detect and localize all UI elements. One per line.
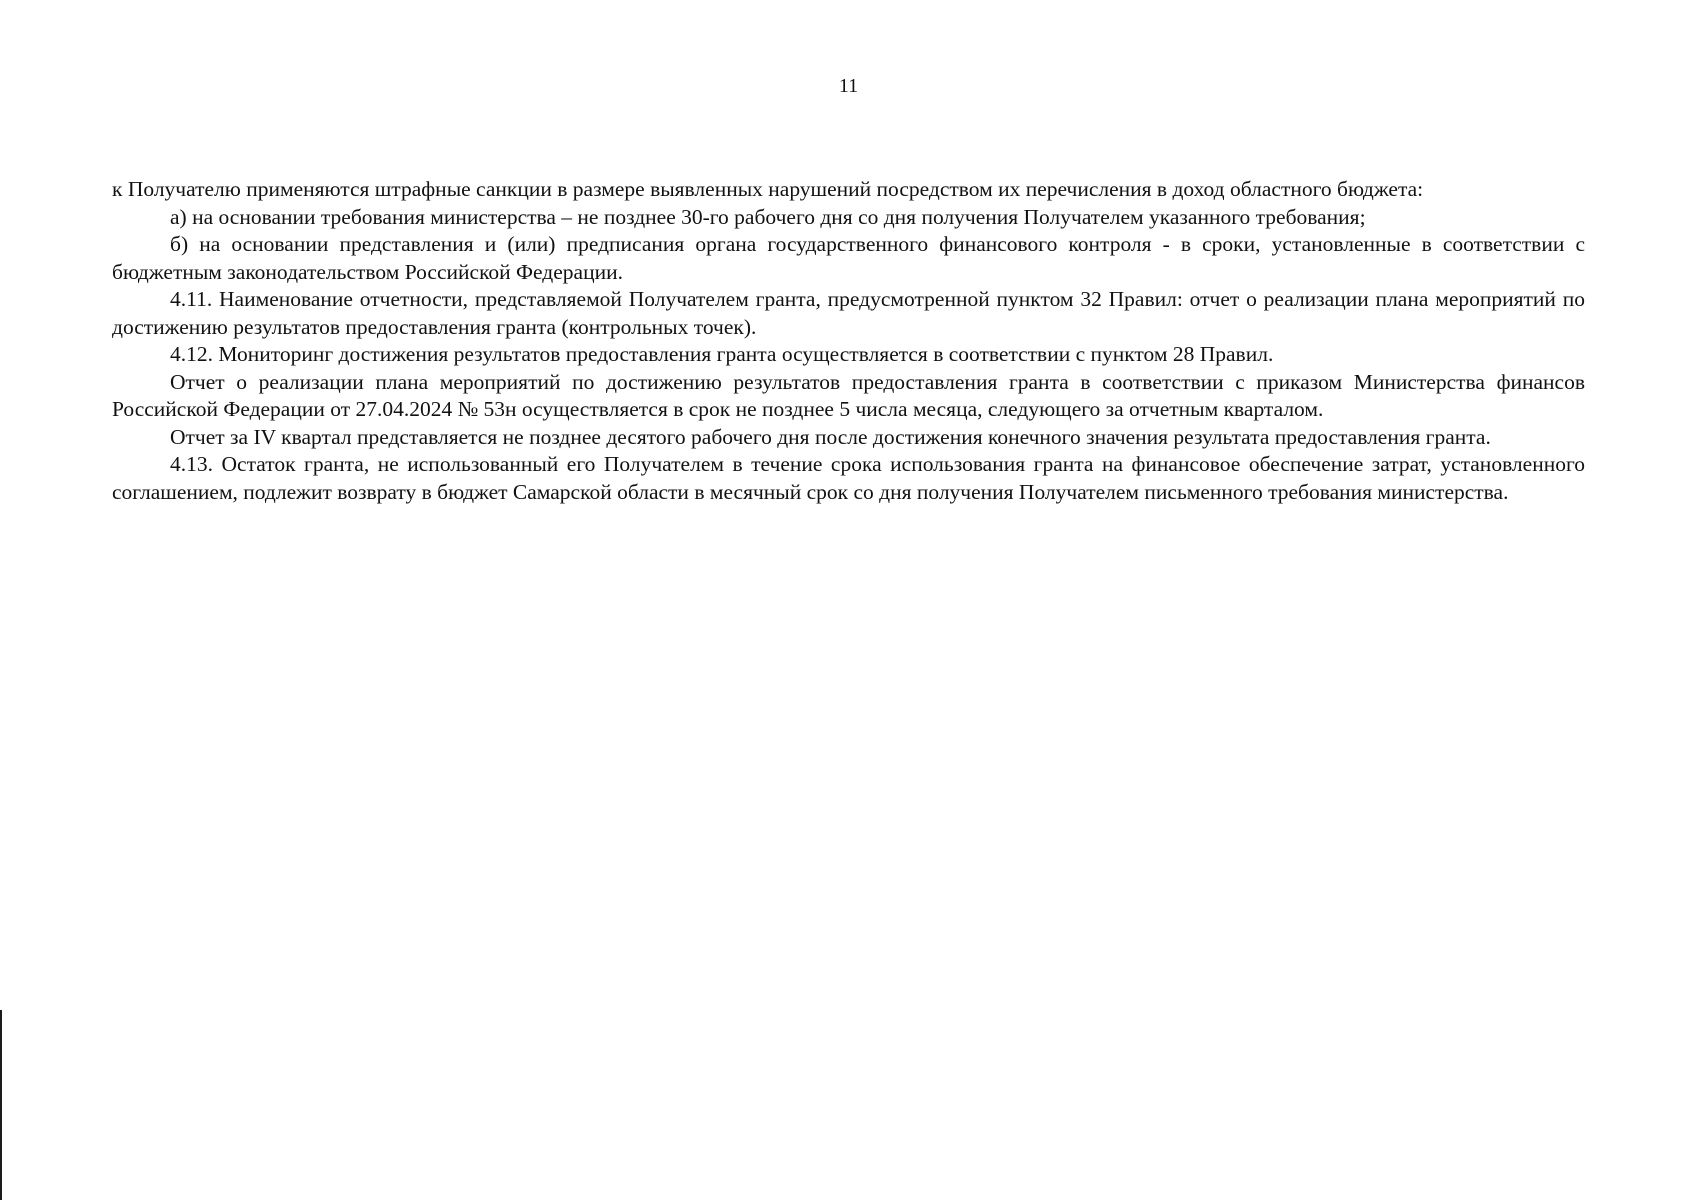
paragraph-4-13: 4.13. Остаток гранта, не использованный его Получателем в течение срока использования гранта на финансовое обеспечение затрат, установленного соглашением, подлежит возврату в бюджет Самарской области в месячный срок со дня получения Получателем письменного требования министерства.	[112, 452, 1585, 504]
page-number: 11	[838, 75, 859, 97]
paragraph-report-q4: Отчет за IV квартал представляется не позднее десятого рабочего дня после достижения конечного значения результата предоставления гранта.	[170, 424, 1491, 449]
paragraph-item-b: б) на основании представления и (или) предписания органа государственного финансового контроля - в сроки, установленные в соответствии с бюджетным законодательством Российской Федерации.	[112, 232, 1585, 284]
document-body	[112, 176, 1585, 506]
paragraph-penalties: к Получателю применяются штрафные санкции в размере выявленных нарушений посредством их перечисления в доход областного бюджета:	[112, 177, 1424, 201]
paragraph-item-a: а) на основании требования министерства – не позднее 30-го рабочего дня со дня получения Получателем указанного требования;	[170, 204, 1366, 229]
paragraph-report-plan: Отчет о реализации плана мероприятий по достижению результатов предоставления гранта в соответствии с приказом Министерства финансов Российской Федерации от 27.04.2024 № 53н осуществляется в срок не позднее 5 числа месяца, следующего за отчетным кварталом.	[112, 369, 1585, 421]
paragraph-4-12: 4.12. Мониторинг достижения результатов предоставления гранта осуществляется в соответствии с пунктом 28 Правил.	[170, 342, 1274, 366]
scan-edge-mark	[0, 1010, 2, 1200]
paragraph-4-11: 4.11. Наименование отчетности, представляемой Получателем гранта, предусмотренной пунктом 32 Правил: отчет о реализации плана мероприятий по достижению результатов предоставления гранта (контрольных точек).	[112, 287, 1585, 339]
